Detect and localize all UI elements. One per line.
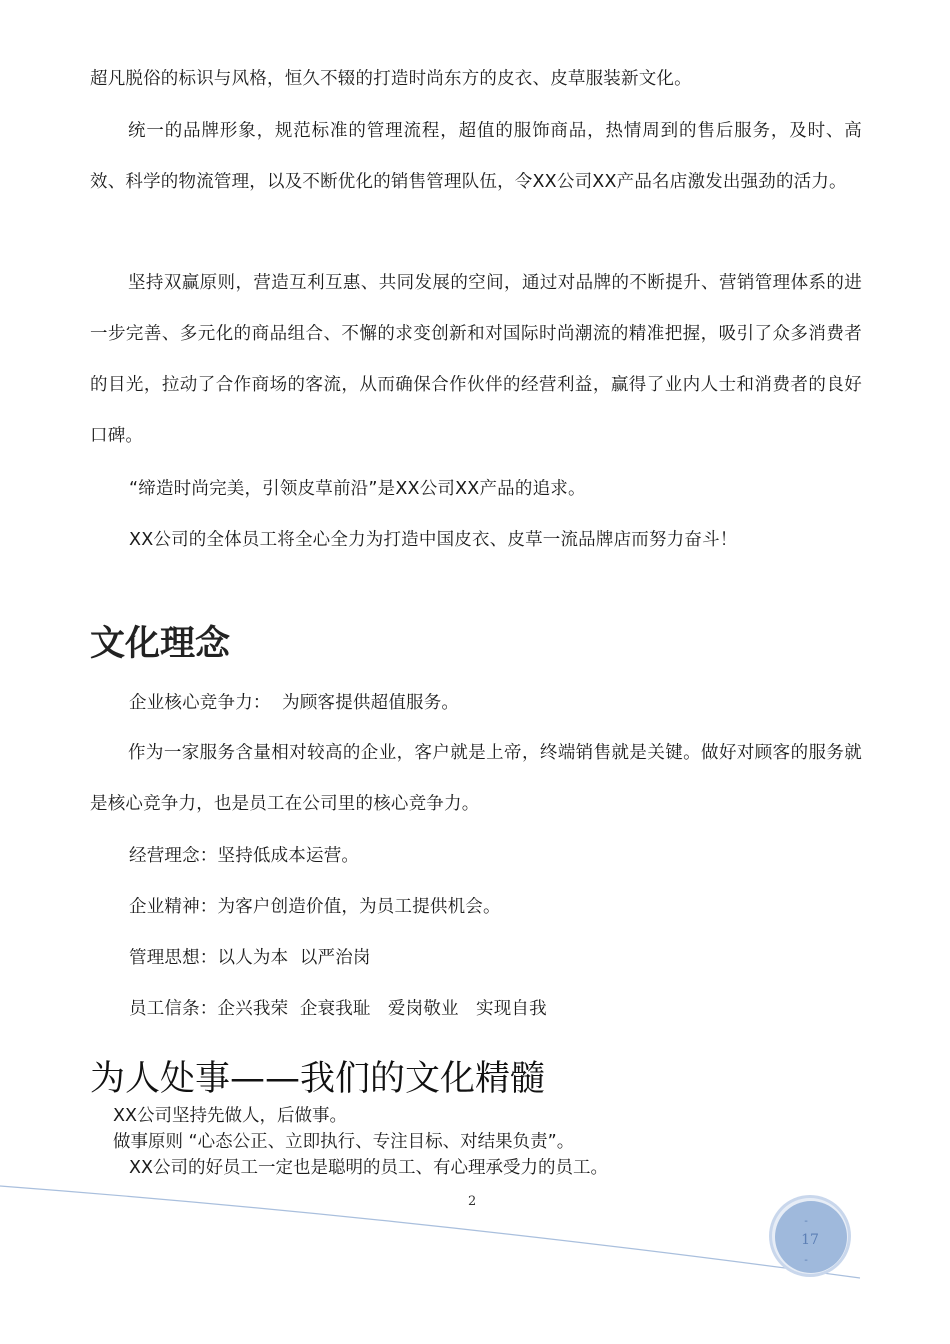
culture-operation: 经营理念：坚持低成本运营。	[129, 846, 360, 866]
badge-dash-bottom: -	[804, 1255, 808, 1266]
badge-page-number: 17	[801, 1232, 819, 1248]
page-number: 2	[468, 1194, 477, 1209]
intro-paragraph-5: XX公司的全体员工将全心全力为打造中国皮衣、皮草一流品牌店而努力奋斗！	[129, 530, 738, 550]
essence-line-1: XX公司坚持先做人，后做事。	[113, 1106, 347, 1126]
intro-paragraph-2: 统一的品牌形象，规范标准的管理流程，超值的服饰商品，热情周到的售后服务，及时、高效、科学的物流管理，以及不断优化的销售管理队伍，令XX公司XX产品名店激发出强劲的活力。	[90, 121, 862, 192]
intro-paragraph-1: 超凡脱俗的标识与风格，恒久不辍的打造时尚东方的皮衣、皮草服装新文化。	[90, 69, 692, 89]
essence-line-2: 做事原则 “心态公正、立即执行、专注目标、对结果负责”。	[113, 1132, 575, 1152]
badge-dash-top: -	[804, 1216, 808, 1227]
culture-management: 管理思想：以人为本 以严治岗	[129, 948, 371, 968]
culture-core: 企业核心竞争力： 为顾客提供超值服务。	[129, 693, 460, 713]
culture-creed: 员工信条：企兴我荣 企衰我耻 爱岗敬业 实现自我	[129, 999, 547, 1019]
essence-line-3: XX公司的好员工一定也是聪明的员工、有心理承受力的员工。	[129, 1158, 608, 1178]
footer-curve-line	[0, 1186, 860, 1278]
intro-paragraph-4: “缔造时尚完美，引领皮草前沿”是XX公司XX产品的追求。	[129, 479, 586, 499]
culture-core-detail: 作为一家服务含量相对较高的企业，客户就是上帝，终端销售就是关键。做好对顾客的服务就是核心竞争力，也是员工在公司里的核心竞争力。	[90, 743, 862, 814]
culture-heading: 文化理念	[90, 624, 231, 664]
essence-heading: 为人处事——我们的文化精髓	[90, 1059, 546, 1099]
culture-spirit: 企业精神：为客户创造价值，为员工提供机会。	[129, 897, 501, 917]
intro-paragraph-3: 坚持双赢原则，营造互利互惠、共同发展的空间，通过对品牌的不断提升、营销管理体系的进一步完善、多元化的商品组合、不懈的求变创新和对国际时尚潮流的精准把握，吸引了众多消费者的目光，拉动了合作商场的客流，从而确保合作伙伴的经营利益，赢得了业内人士和消费者的良好口碑。	[90, 273, 862, 446]
